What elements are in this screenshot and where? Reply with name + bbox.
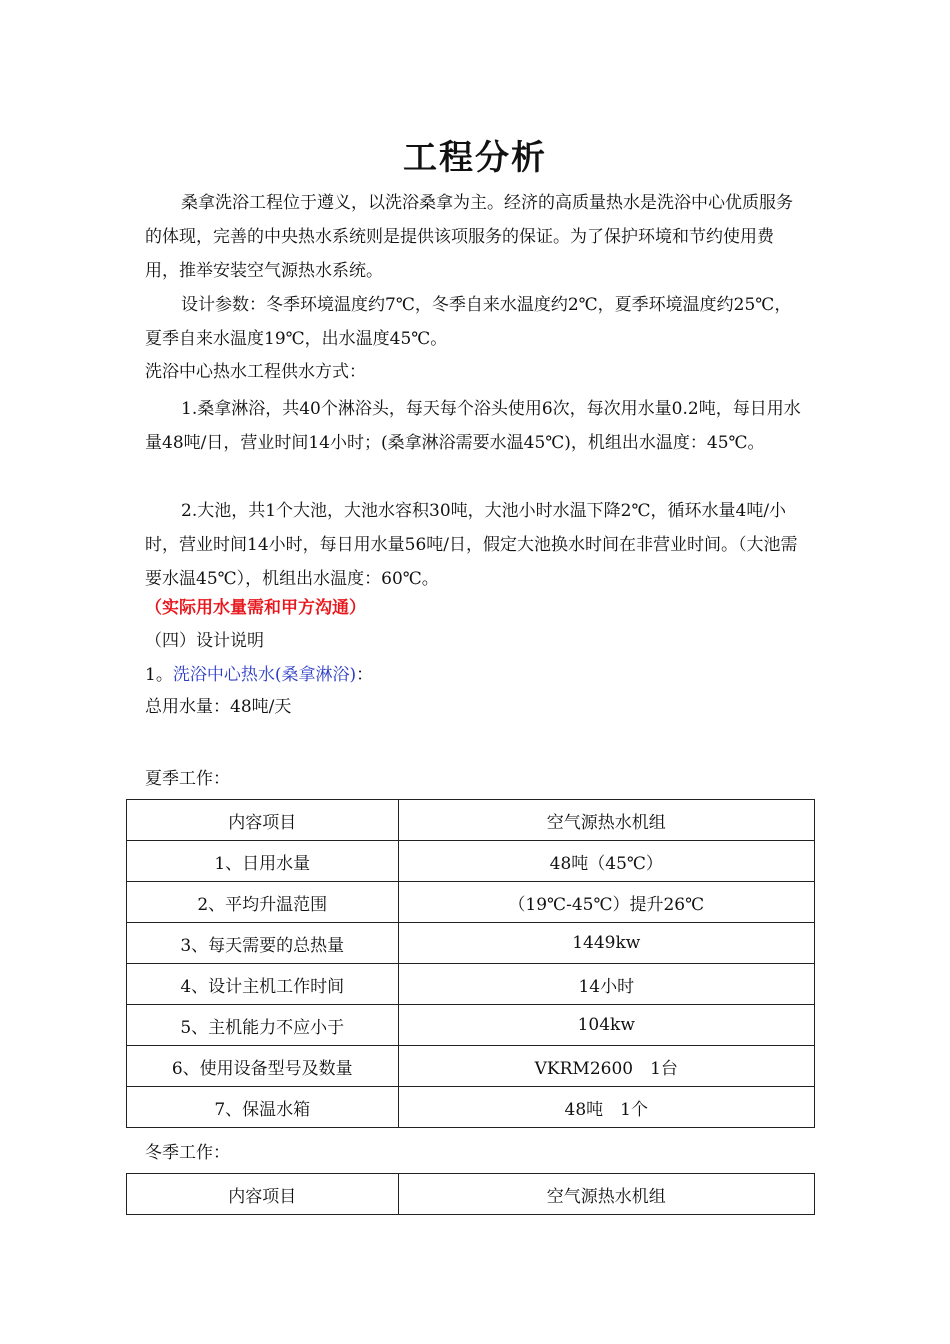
supply-item-2: 2.大池，共1个大池，大池水容积30吨，大池小时水温下降2℃，循环水量4吨/小时，营业时间14小时，每日用水量56吨/日，假定大池换水时间在非营业时间。（大池需要水温45℃），机组出水温度：60℃。 <box>145 501 798 589</box>
table-row <box>127 882 815 923</box>
header-cell: 空气源热水机组 <box>398 1174 814 1215</box>
table-cell: 48吨 1个 <box>398 1087 814 1128</box>
header-cell: 内容项目 <box>127 800 399 841</box>
winter-label: 冬季工作： <box>145 1143 230 1163</box>
table-cell: 1449kw <box>398 923 814 964</box>
header-cell: 空气源热水机组 <box>398 800 814 841</box>
table-row <box>127 1005 815 1046</box>
supply-item-1: 1.桑拿淋浴，共40个淋浴头，每天每个浴头使用6次，每次用水量0.2吨，每日用水量48吨/日，营业时间14小时；(桑拿淋浴需要水温45℃)，机组出水温度：45℃。 <box>145 399 801 453</box>
total-water-line: 总用水量：48吨/天 <box>145 697 292 717</box>
table-cell: 2、平均升温范围 <box>127 882 399 923</box>
table-cell: 7、保温水箱 <box>127 1087 399 1128</box>
table-cell: 5、主机能力不应小于 <box>127 1005 399 1046</box>
table-cell: 3、每天需要的总热量 <box>127 923 399 964</box>
subsection-heading <box>145 658 373 692</box>
winter-table <box>126 1173 815 1215</box>
note-red: （实际用水量需和甲方沟通） <box>145 598 366 618</box>
subsection-colon: ： <box>356 665 374 685</box>
summer-table <box>126 799 815 1128</box>
table-row <box>127 964 815 1005</box>
table-cell: （19℃-45℃）提升26℃ <box>398 882 814 923</box>
page-title: 工程分析 <box>403 138 547 178</box>
table-cell: 1、日用水量 <box>127 841 399 882</box>
subsection-number: 1。 <box>145 665 173 685</box>
table-cell: VKRM2600 1台 <box>398 1046 814 1087</box>
table-cell: 48吨（45℃） <box>398 841 814 882</box>
table-header-row <box>127 1174 815 1215</box>
design-params-paragraph: 设计参数：冬季环境温度约7℃，冬季自来水温度约2℃，夏季环境温度约25℃，夏季自来水温度19℃，出水温度45℃。 <box>145 295 792 349</box>
table-cell: 6、使用设备型号及数量 <box>127 1046 399 1087</box>
summer-label: 夏季工作： <box>145 769 230 789</box>
header-cell: 内容项目 <box>127 1174 399 1215</box>
table-row <box>127 1046 815 1087</box>
table-cell: 4、设计主机工作时间 <box>127 964 399 1005</box>
table-cell: 14小时 <box>398 964 814 1005</box>
table-row <box>127 841 815 882</box>
table-cell: 104kw <box>398 1005 814 1046</box>
supply-heading: 洗浴中心热水工程供水方式： <box>145 362 366 382</box>
section-heading: （四）设计说明 <box>145 631 264 651</box>
table-row <box>127 1087 815 1128</box>
intro-paragraph: 桑拿洗浴工程位于遵义，以洗浴桑拿为主。经济的高质量热水是洗浴中心优质服务的体现，完善的中央热水系统则是提供该项服务的保证。为了保护环境和节约使用费用，推举安装空气源热水系统。 <box>145 193 793 281</box>
subsection-link[interactable]: 洗浴中心热水(桑拿淋浴) <box>172 665 357 685</box>
table-header-row <box>127 800 815 841</box>
table-row <box>127 923 815 964</box>
